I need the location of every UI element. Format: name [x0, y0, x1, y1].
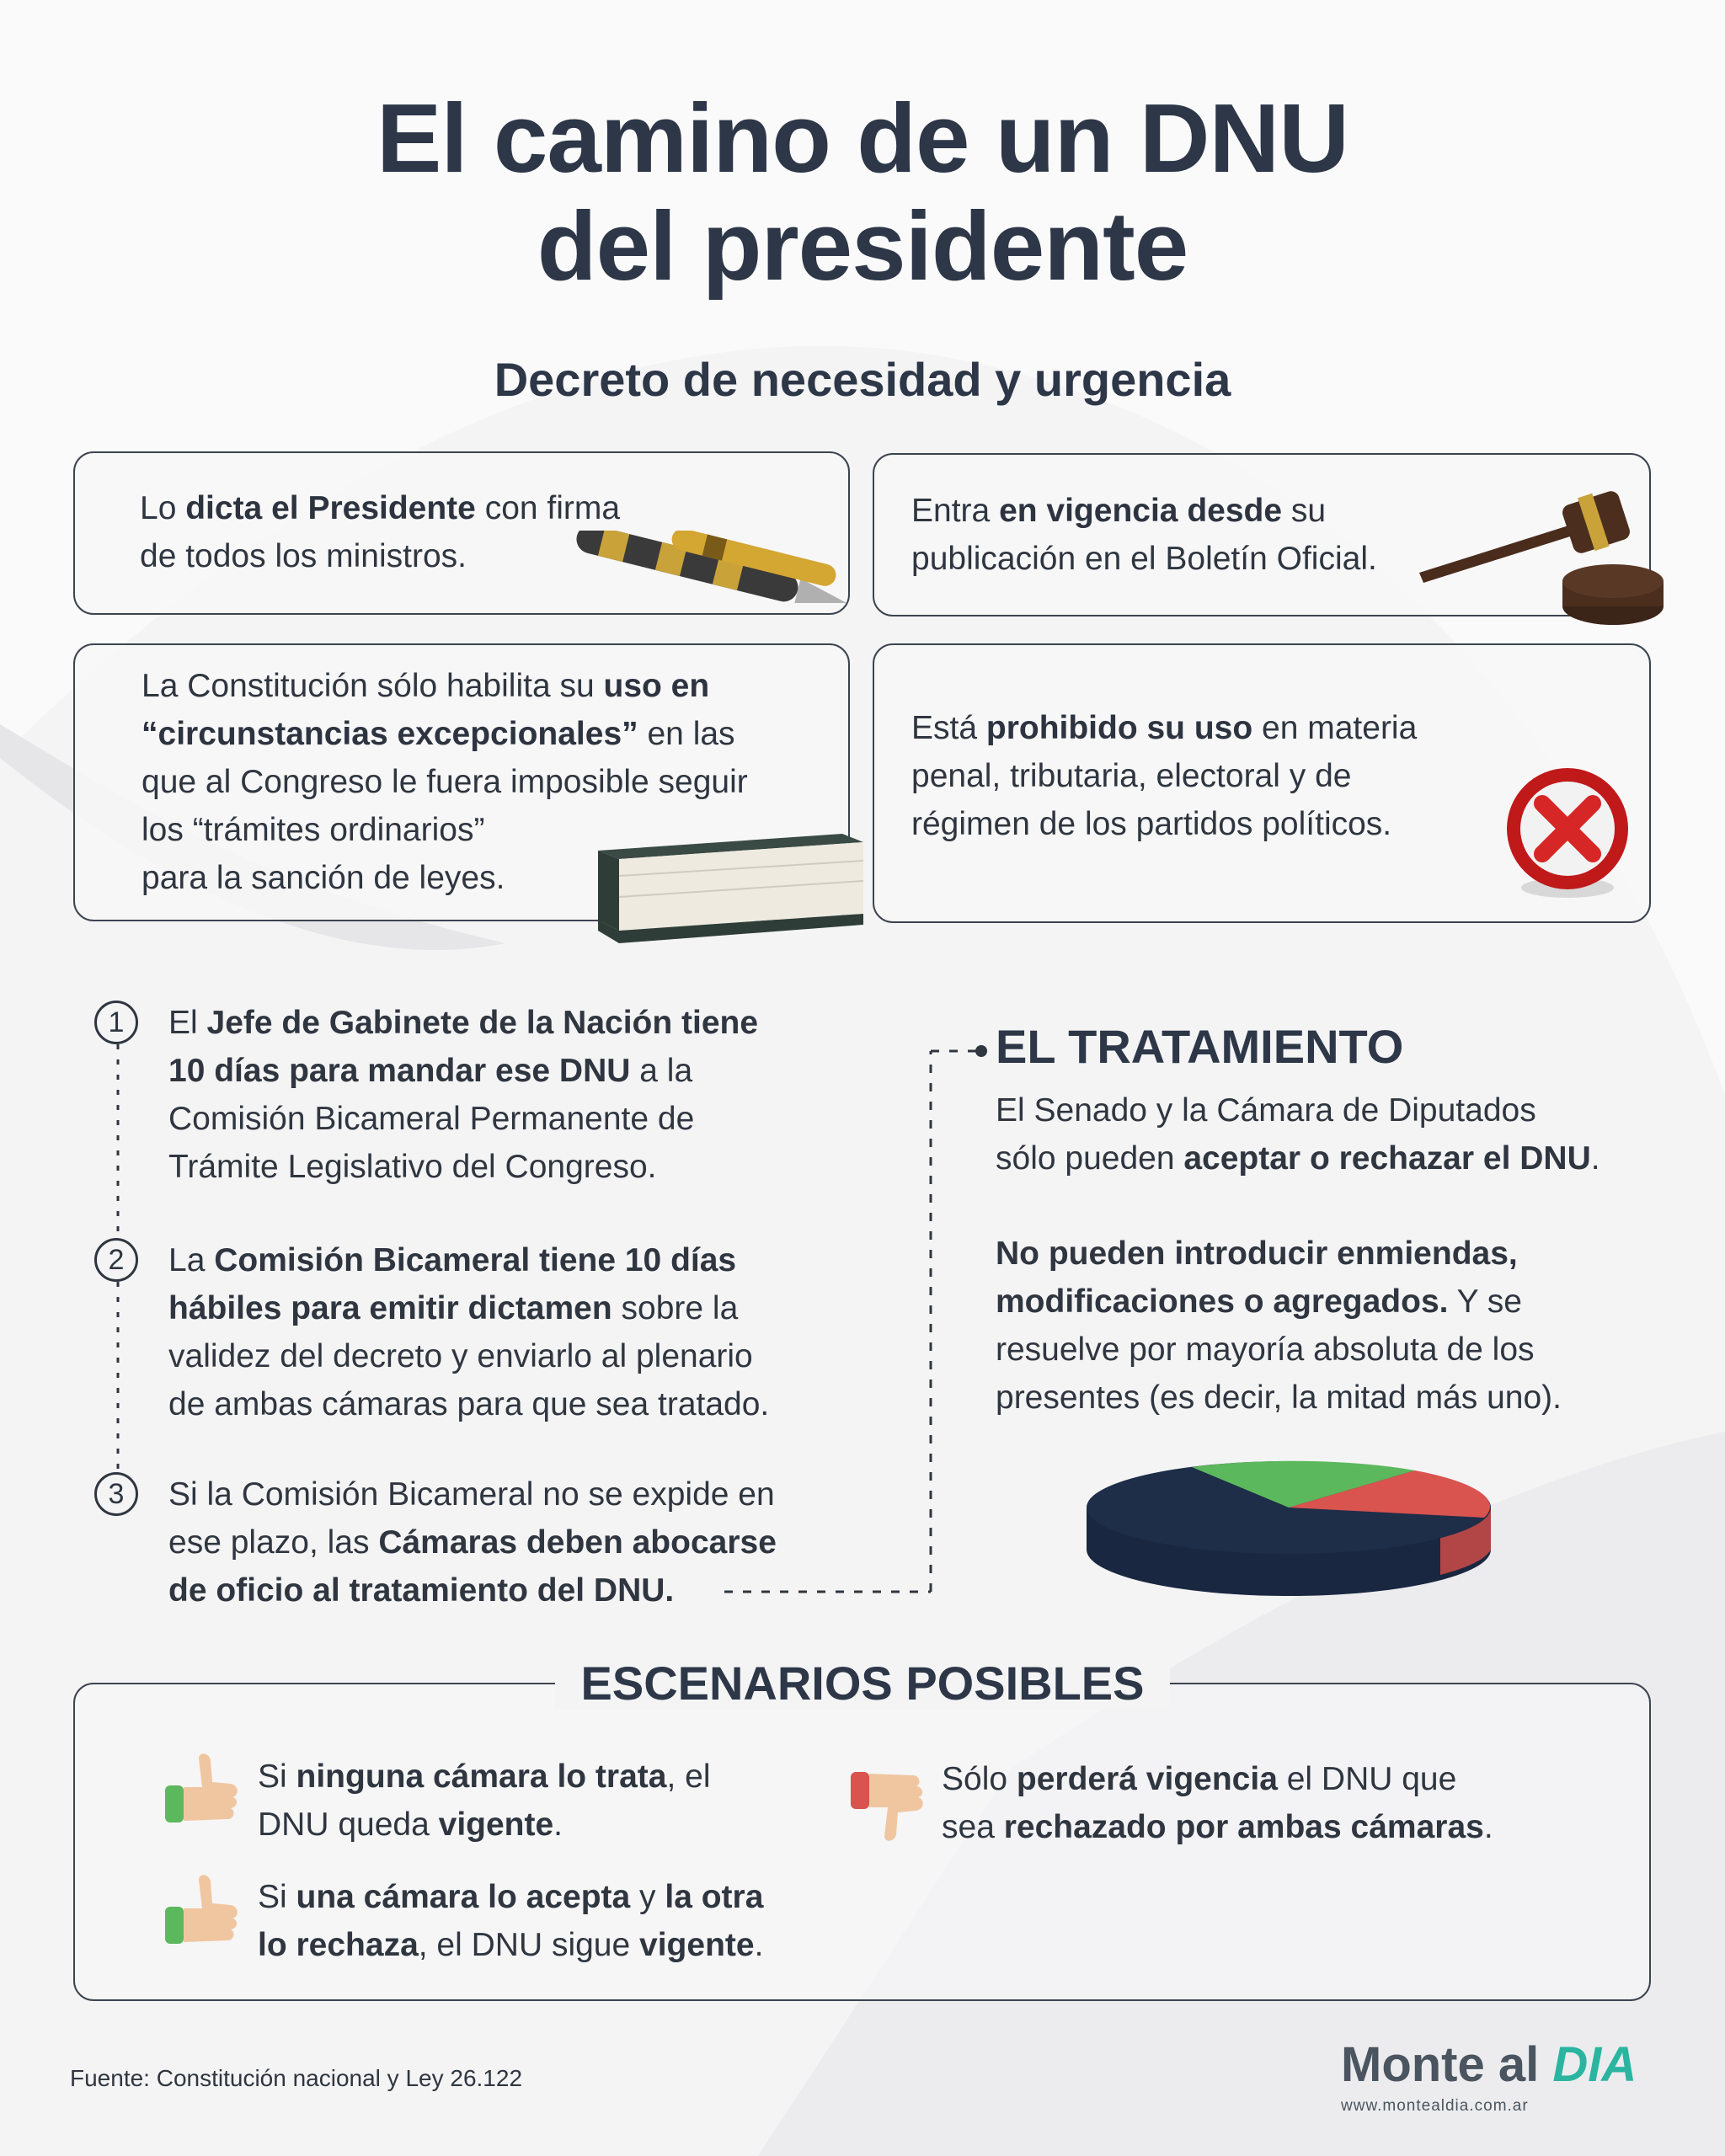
step-2-text: La Comisión Bicameral tiene 10 días hábiles para emitir dictamen sobre la validez del decreto y enviarlo al plenario de ambas cámaras para que sea tratado. [168, 1242, 770, 1422]
card-constitucion-text: La Constitución sólo habilita su uso en “circunstancias excepcionales” en las que al Congreso le fuera imposible seguir los “trámites ordinarios” para la sanción de leyes. [142, 668, 748, 896]
escenario-2-text: Si una cámara lo acepta y la otra lo rechaza, el DNU sigue vigente. [258, 1879, 764, 1963]
card-dicta-text: Lo dicta el Presidente con firma de todos los ministros. [140, 490, 621, 574]
escenario-1-text: Si ninguna cámara lo trata, el DNU queda vigente. [258, 1758, 711, 1843]
thumbs-up-icon [160, 1747, 244, 1831]
tratamiento-paragraph-2: No pueden introducir enmiendas, modificaciones o agregados. Y se resuelve por mayoría absoluta de los presentes (es decir, la mitad más uno). [996, 1235, 1562, 1416]
step-2-number: 2 [94, 1238, 138, 1282]
title-line-1: El camino de un DNU [376, 83, 1349, 193]
thumbs-down-icon [846, 1764, 930, 1848]
pie-chart-icon [1078, 1457, 1499, 1600]
page-subtitle: Decreto de necesidad y urgencia [494, 353, 1231, 406]
card-prohibido-text: Está prohibido su uso en materia penal, tributaria, electoral y de régimen de los partidos políticos. [911, 710, 1418, 842]
escenario-3-text: Sólo perderá vigencia el DNU que sea rechazado por ambas cámaras. [942, 1761, 1493, 1845]
step-1-number: 1 [94, 1001, 138, 1044]
step-3-number: 3 [94, 1472, 138, 1516]
step-3-text: Si la Comisión Bicameral no se expide en ese plazo, las Cámaras deben abocarse de oficio al tratamiento del DNU. [168, 1476, 777, 1609]
source-note: Fuente: Constitución nacional y Ley 26.122 [70, 2065, 523, 2091]
step-1-text: El Jefe de Gabinete de la Nación tiene 10 días para mandar ese DNU a la Comisión Bicameral Permanente de Trámite Legislativo del Congreso. [168, 1005, 759, 1185]
title-line-2: del presidente [537, 191, 1188, 301]
tratamiento-title: EL TRATAMIENTO [996, 1020, 1404, 1073]
logo-url: www.montealdia.com.ar [1341, 2097, 1529, 2115]
logo-wordmark: Monte al DIA [1341, 2037, 1637, 2092]
card-vigencia-text: Entra en vigencia desde su publicación en el Boletín Oficial. [911, 493, 1377, 577]
escenarios-title: ESCENARIOS POSIBLES [0, 1656, 1725, 1710]
logo-mark: DIA [1552, 2037, 1637, 2092]
tratamiento-paragraph-1: El Senado y la Cámara de Diputados sólo pueden aceptar o rechazar el DNU. [996, 1092, 1600, 1177]
thumbs-up-icon [160, 1868, 244, 1952]
